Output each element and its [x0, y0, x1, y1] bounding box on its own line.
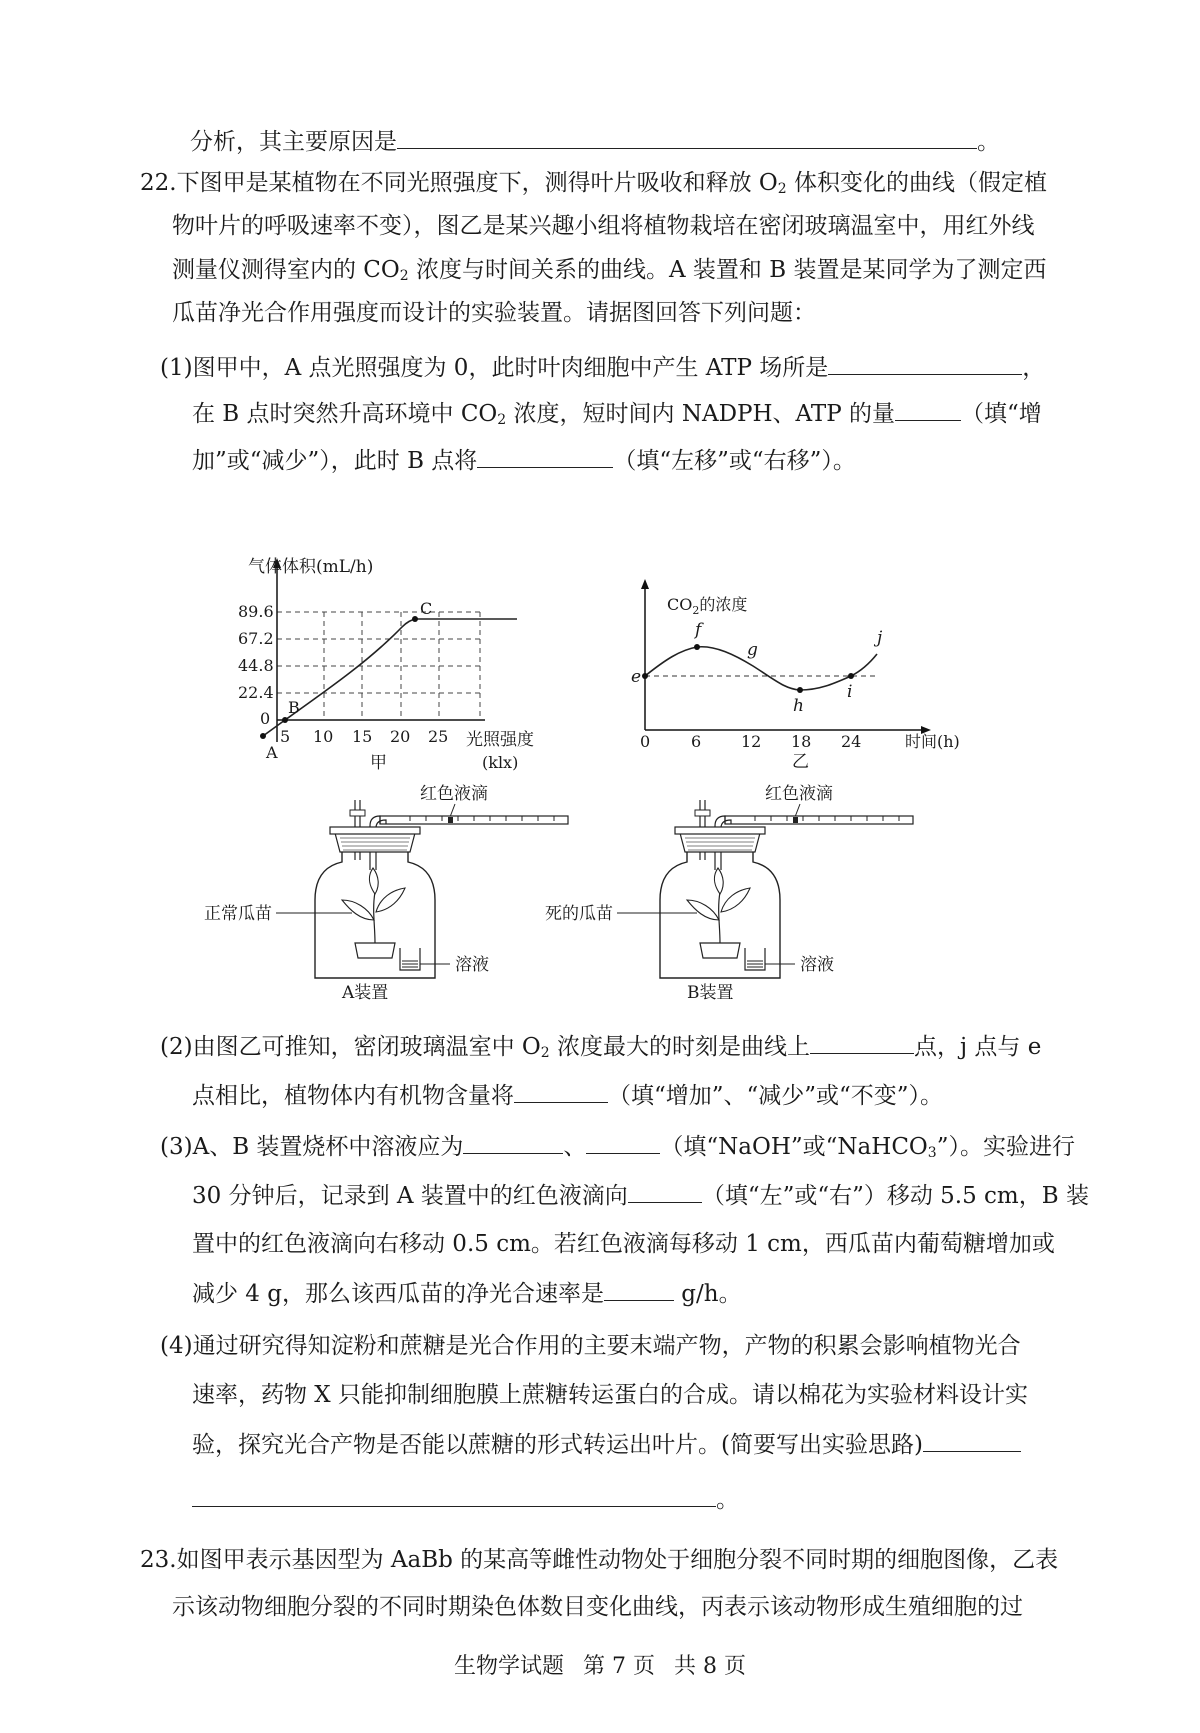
- point-label-f: f: [695, 620, 702, 640]
- x-tick-label: 24: [841, 732, 862, 751]
- point-label-b: B: [288, 698, 300, 717]
- q22-part1-line-2: 在 B 点时突然升高环境中 $CO_2$ 浓度，短时间内 NADPH、ATP 的量 （填“增: [192, 398, 1042, 435]
- answer-blank[interactable]: [586, 1131, 660, 1154]
- x-tick-label: 25: [428, 727, 449, 746]
- x-tick-label: 10: [313, 727, 334, 746]
- drop-pointer: [450, 804, 455, 817]
- drop-label: 红色液滴: [765, 784, 833, 804]
- q22-part4-line-3: 验，探究光合产物是否能以蔗糖的形式转运出叶片。(简要写出实验思路): [192, 1429, 1021, 1460]
- answer-blank[interactable]: [514, 1080, 608, 1103]
- x-tick-label: 18: [791, 732, 812, 751]
- answer-blank[interactable]: [397, 126, 977, 149]
- red-drop: [793, 817, 798, 823]
- red-drop: [448, 817, 453, 823]
- answer-blank[interactable]: [477, 445, 613, 468]
- y-axis-label: $CO_2$的浓度: [667, 595, 748, 617]
- answer-blank[interactable]: [628, 1180, 702, 1203]
- point-label-h: h: [793, 696, 804, 716]
- answer-blank[interactable]: [192, 1484, 716, 1507]
- flower-pot: [700, 943, 740, 958]
- y-tick-label: 44.8: [238, 656, 274, 675]
- plant-label: 正常瓜苗: [204, 904, 272, 924]
- y-axis-arrow-icon: [641, 579, 649, 589]
- footer-total: 共 8 页: [674, 1654, 746, 1679]
- x-tick-label: 6: [691, 732, 702, 751]
- answer-blank[interactable]: [895, 398, 961, 421]
- x-axis-unit: (klx): [482, 753, 519, 772]
- x-axis-label: 光照强度: [466, 730, 534, 750]
- q21-tail-line: 分析，其主要原因是 。: [190, 126, 1000, 157]
- q22-part2-line-1: (2)由图乙可推知，密闭玻璃温室中 $O_2$ 浓度最大的时刻是曲线上 点，j 点与 e: [160, 1031, 1041, 1068]
- leaf: [714, 868, 723, 894]
- q22-stem-line-1: 22.下图甲是某植物在不同光照强度下，测得叶片吸收和释放 $O_2$ 体积变化的曲线（假定植: [140, 170, 1047, 197]
- figure-jia-light-curve: [240, 550, 570, 780]
- point-h-dot: [797, 687, 803, 693]
- stopper: [680, 833, 760, 852]
- leaf: [687, 900, 719, 920]
- q22-part4-line-2: 速率，药物 X 只能抑制细胞膜上蔗糖转运蛋白的合成。请以棉花为实验材料设计实: [192, 1382, 1028, 1408]
- y-tick-label: 67.2: [238, 629, 274, 648]
- q22-stem-line-3: 测量仪测得室内的 $CO_2$ 浓度与时间关系的曲线。A 装置和 B 装置是某同学为了测定西: [172, 257, 1047, 284]
- footer-page: 第 7 页: [583, 1654, 655, 1679]
- q23-stem-line-2: 示该动物细胞分裂的不同时期染色体数目变化曲线，丙表示该动物形成生殖细胞的过: [172, 1594, 1023, 1620]
- device-caption: A装置: [342, 983, 389, 1003]
- q22-part4-line-1: (4)通过研究得知淀粉和蔗糖是光合作用的主要末端产物，产物的积累会影响植物光合: [160, 1333, 1021, 1359]
- y-axis-label: 气体体积(mL/h): [248, 557, 374, 577]
- device-caption: B装置: [687, 983, 734, 1003]
- o2-curve: [263, 619, 517, 736]
- point-label-c: C: [420, 599, 433, 618]
- footer-subject: 生物学试题: [454, 1654, 565, 1679]
- q23-stem-line-1: 23.如图甲表示基因型为 AaBb 的某高等雌性动物处于细胞分裂不同时期的细胞图像，乙表: [140, 1547, 1059, 1573]
- x-tick-label: 20: [390, 727, 411, 746]
- plant-label: 死的瓜苗: [545, 904, 613, 924]
- answer-blank[interactable]: [604, 1278, 674, 1301]
- x-tick-label: 12: [741, 732, 762, 751]
- leaf: [721, 888, 750, 912]
- point-i-dot: [848, 673, 854, 679]
- q22-part3-line-3: 置中的红色液滴向右移动 0.5 cm。若红色液滴每移动 1 cm，西瓜苗内葡萄糖增加或: [192, 1231, 1055, 1257]
- point-a-dot: [260, 733, 266, 739]
- figure-caption: 乙: [792, 752, 809, 772]
- answer-blank[interactable]: [923, 1429, 1021, 1452]
- point-b-dot: [282, 717, 288, 723]
- y-tick-label: 22.4: [238, 683, 274, 702]
- solution-label: 溶液: [455, 955, 489, 975]
- device-b-apparatus: [545, 780, 925, 1005]
- point-label-e: e: [631, 667, 642, 687]
- page-footer: [0, 1652, 1200, 1682]
- point-label-g: g: [747, 640, 758, 660]
- stopper: [335, 833, 415, 852]
- point-e-dot: [642, 673, 648, 679]
- device-a-apparatus: [204, 780, 580, 1005]
- q22-part3-line-2: 30 分钟后，记录到 A 装置中的红色液滴向 （填“左”或“右”）移动 5.5 cm，B 装: [192, 1180, 1089, 1211]
- drop-label: 红色液滴: [420, 784, 488, 804]
- point-label-i: i: [847, 682, 853, 702]
- q22-part2-line-2: 点相比，植物体内有机物含量将 （填“增加”、“减少”或“不变”）。: [192, 1080, 943, 1111]
- leaf: [342, 900, 374, 920]
- x-tick-label: 0: [640, 732, 651, 751]
- answer-blank[interactable]: [463, 1131, 563, 1154]
- point-label-a: A: [266, 743, 278, 762]
- q22-stem-line-2: 物叶片的呼吸速率不变），图乙是某兴趣小组将植物栽培在密闭玻璃温室中，用红外线: [172, 213, 1035, 239]
- q22-part3-line-1: (3)A、B 装置烧杯中溶液应为 、 （填“NaOH”或“NaHCO$_3$”）。实验进行: [160, 1131, 1075, 1168]
- point-f-dot: [694, 644, 700, 650]
- leaf: [376, 888, 405, 912]
- answer-blank[interactable]: [828, 352, 1022, 375]
- drop-pointer: [795, 804, 800, 817]
- figure-caption: 甲: [370, 753, 387, 773]
- answer-blank[interactable]: [810, 1031, 914, 1054]
- q22-part4-line-4: 。: [192, 1484, 739, 1515]
- x-tick-label: 5: [280, 727, 291, 746]
- co2-curve: [645, 647, 877, 690]
- figure-yi-co2-curve: [625, 575, 965, 770]
- y-tick-label: 0: [260, 709, 271, 728]
- q22-stem-line-4: 瓜苗净光合作用强度而设计的实验装置。请据图回答下列问题：: [172, 300, 816, 326]
- point-label-j: j: [877, 628, 883, 648]
- solution-label: 溶液: [800, 955, 834, 975]
- flower-pot: [355, 943, 395, 958]
- q22-part1-line-1: (1)图甲中，A 点光照强度为 0，此时叶肉细胞中产生 ATP 场所是 ，: [160, 352, 1045, 383]
- point-c-dot: [412, 616, 418, 622]
- q22-part3-line-4: 减少 4 g，那么该西瓜苗的净光合速率是 g/h。: [192, 1278, 742, 1309]
- x-axis-label: 时间(h): [905, 732, 960, 751]
- x-tick-label: 15: [352, 727, 373, 746]
- y-tick-label: 89.6: [238, 602, 274, 621]
- q22-part1-line-3: 加”或“减少”），此时 B 点将 （填“左移”或“右移”）。: [192, 445, 856, 476]
- leaf: [369, 868, 378, 894]
